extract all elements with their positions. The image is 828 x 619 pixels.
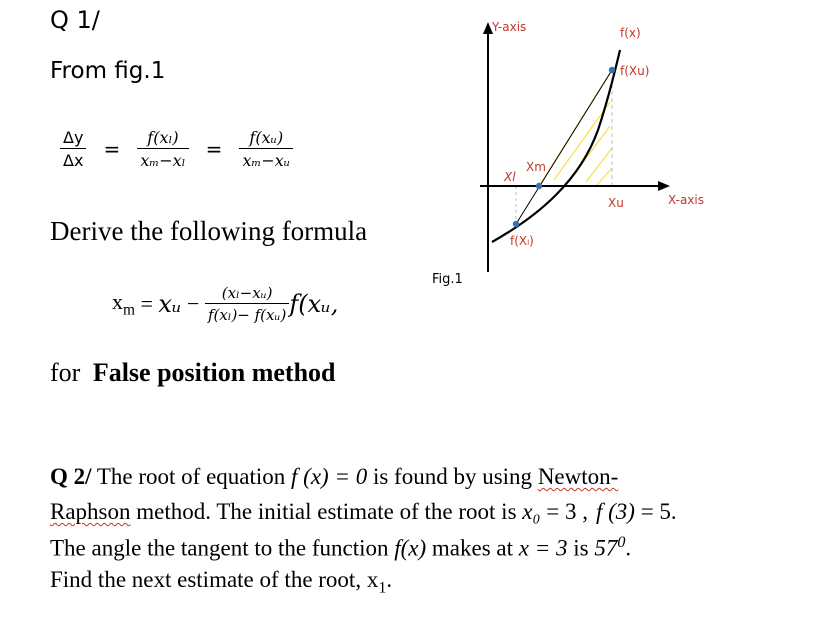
formula-den: 𝑓(𝑥ₗ)− 𝑓(𝑥ᵤ) [207,306,287,324]
q2-label: Q 2/ [50,464,92,489]
fx-label: f(x) [620,26,641,40]
frac2-den: 𝑥ₘ−𝑥ᵤ [242,151,291,170]
q2-equation: f (x) = 0 [291,464,368,489]
xm-label: Xm [526,160,546,174]
formula-xu: 𝑥ᵤ [158,290,182,318]
formula-tail: 𝑓(𝑥ᵤ, [289,290,339,318]
q1-subheading: From fig.1 [50,58,166,84]
q2-line-1 [50,464,618,490]
false-position-formula [112,284,338,324]
x-axis-arrow [658,181,670,191]
formula-lhs: x [112,288,123,314]
dy: Δy [60,128,86,149]
fxl-label: f(Xₗ) [510,234,534,248]
dx: Δx [63,151,84,170]
formula-minus: − [181,291,205,316]
q2-x0: x₀ [522,499,541,524]
fraction-xu [239,128,293,170]
q1-heading: Q 1/ [50,6,100,34]
point-fxl [513,221,519,227]
figure-caption: Fig.1 [432,272,463,287]
q2-line3-c: is [567,535,595,561]
function-curve [492,50,620,242]
dy-dx-fraction [60,128,86,170]
formula-equals: = [134,291,159,316]
q2-raphson: Raphson [50,499,131,524]
q2-line1-b: is found by using [367,464,538,489]
q2-line1-a: The root of equation [91,464,292,489]
xu-label: Xu [608,196,624,210]
figure-1 [470,10,730,280]
xl-label: Xl [504,170,516,184]
equals-sign-2: = [205,137,223,161]
point-xm [536,183,542,189]
q2-line-3 [50,534,631,562]
derive-text: Derive the following formula [50,216,368,246]
fraction-xl [137,128,188,170]
frac1-den: 𝑥ₘ−𝑥ₗ [140,151,186,170]
fxu-label: f(Xu) [620,64,650,78]
formula-num: (𝑥ₗ−𝑥ᵤ) [205,284,289,304]
equals-sign: = [103,137,121,161]
q2-x1-sub: 1 [378,579,387,597]
x-axis-label: X-axis [668,193,704,207]
frac2-num: 𝑓(𝑥ᵤ) [239,128,293,149]
q2-x-equals-3: x = 3 [518,535,568,561]
y-axis-label: Y-axis [492,20,527,34]
slope-equation [60,128,293,170]
point-fxu [609,67,615,73]
q2-line3-end: . [625,535,632,561]
formula-fraction [205,284,289,324]
for-method-line [50,358,336,388]
q2-line4-end: . [386,567,393,592]
q2-line-2 [50,499,677,525]
method-name: False position method [92,358,336,387]
q2-line3-a: The angle the tangent to the function [50,535,395,561]
q2-line2-b: method. The initial estimate of the root is [130,499,523,524]
q2-fx: f(x) [394,535,427,561]
q2-x0-value: = 3 , [540,499,588,524]
q2-line-4 [50,567,392,598]
q2-newton: Newton- [537,464,619,489]
q2-f3-value: = 5. [634,499,677,524]
secant-line [516,70,612,224]
q2-line3-b: makes at [426,535,519,561]
q2-f3: f (3) [595,499,635,524]
for-text: for [50,358,81,387]
formula-lhs-sub: m [123,301,135,319]
q2-line4-text: Find the next estimate of the root, x [50,567,379,592]
q2-degree: 0 [617,534,626,551]
q2-angle: 57 [594,535,618,561]
frac1-num: 𝑓(𝑥ₗ) [137,128,188,149]
figure-1-graphic [470,10,730,280]
